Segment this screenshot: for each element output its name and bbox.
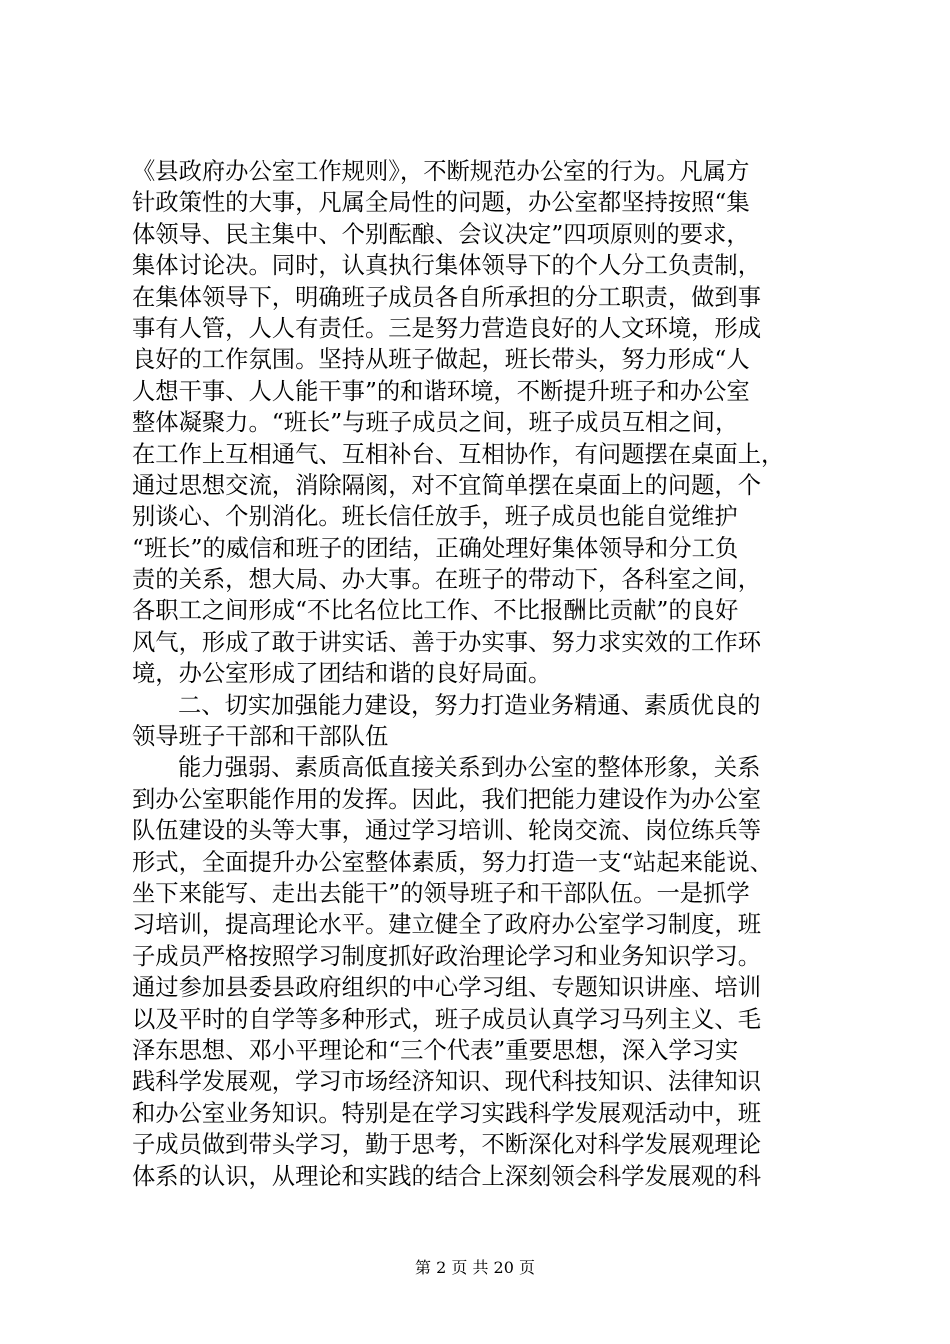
text-line: 《县政府办公室工作规则》，不断规范办公室的行为。凡属方 bbox=[132, 158, 750, 185]
text-line: 体系的认识，从理论和实践的结合上深刻领会科学发展观的科 bbox=[132, 1162, 762, 1190]
text-line: 以及平时的自学等多种形式，班子成员认真学习马列主义、毛 bbox=[132, 1005, 762, 1033]
body-text bbox=[132, 156, 832, 1192]
text-line: 别谈心、个别消化。班长信任放手，班子成员也能自觉维护 bbox=[132, 503, 738, 531]
text-line: 责的关系，想大局、办大事。在班子的带动下，各科室之间， bbox=[132, 566, 762, 594]
text-line: 和办公室业务知识。特别是在学习实践科学发展观活动中，班 bbox=[132, 1099, 762, 1127]
text-line: 针政策性的大事，凡属全局性的问题，办公室都坚持按照“集 bbox=[132, 189, 750, 217]
text-line: 队伍建设的头等大事，通过学习培训、轮岗交流、岗位练兵等 bbox=[132, 817, 762, 845]
page-number-footer: 第 2 页 共 20 页 bbox=[415, 1258, 535, 1277]
text-line: 各职工之间形成“不比名位比工作、不比报酬比贡献”的良好 bbox=[132, 597, 739, 625]
text-line: 子成员做到带头学习，勤于思考，不断深化对科学发展观理论 bbox=[132, 1131, 762, 1159]
text-line: 在集体领导下，明确班子成员各自所承担的分工职责，做到事 bbox=[132, 283, 762, 311]
text-line: 在工作上互相通气、互相补台、互相协作，有问题摆在桌面上， bbox=[132, 440, 785, 468]
paragraph-start-line: 能力强弱、素质高低直接关系到办公室的整体形象，关系 bbox=[178, 754, 761, 782]
text-line: 到办公室职能作用的发挥。因此，我们把能力建设作为办公室 bbox=[132, 785, 762, 813]
text-line: 习培训，提高理论水平。建立健全了政府办公室学习制度，班 bbox=[132, 911, 762, 939]
text-line: 体领导、民主集中、个别酝酿、会议决定”四项原则的要求， bbox=[132, 220, 750, 248]
text-line: 事有人管，人人有责任。三是努力营造良好的人文环境，形成 bbox=[132, 314, 762, 342]
text-line: 子成员严格按照学习制度抓好政治理论学习和业务知识学习。 bbox=[132, 942, 762, 970]
text-line: 整体凝聚力。“班长”与班子成员之间，班子成员互相之间， bbox=[132, 409, 739, 437]
section-heading-line: 二、切实加强能力建设，努力打造业务精通、素质优良的 bbox=[178, 691, 761, 719]
text-line: 人想干事、人人能干事”的和谐环境，不断提升班子和办公室 bbox=[132, 377, 750, 405]
text-line: 集体讨论决。同时，认真执行集体领导下的个人分工负责制， bbox=[132, 252, 762, 280]
text-line: 风气，形成了敢于讲实话、善于办实事、努力求实效的工作环 bbox=[132, 628, 762, 656]
text-line: 良好的工作氛围。坚持从班子做起，班长带头，努力形成“人 bbox=[132, 346, 750, 374]
text-line: “班长”的威信和班子的团结，正确处理好集体领导和分工负 bbox=[132, 534, 739, 562]
text-line: 通过思想交流，消除隔阂，对不宜简单摆在桌面上的问题，个 bbox=[132, 471, 762, 499]
text-line: 泽东思想、邓小平理论和“三个代表”重要思想，深入学习实 bbox=[132, 1036, 739, 1064]
text-line: 境，办公室形成了团结和谐的良好局面。 bbox=[132, 660, 552, 688]
section-heading-line: 领导班子干部和干部队伍 bbox=[132, 723, 389, 751]
text-line: 践科学发展观，学习市场经济知识、现代科技知识、法律知识 bbox=[132, 1068, 762, 1096]
text-line: 坐下来能写、走出去能干”的领导班子和干部队伍。一是抓学 bbox=[132, 879, 750, 907]
text-line: 通过参加县委县政府组织的中心学习组、专题知识讲座、培训 bbox=[132, 974, 762, 1002]
text-line: 形式，全面提升办公室整体素质，努力打造一支“站起来能说、 bbox=[132, 848, 773, 876]
